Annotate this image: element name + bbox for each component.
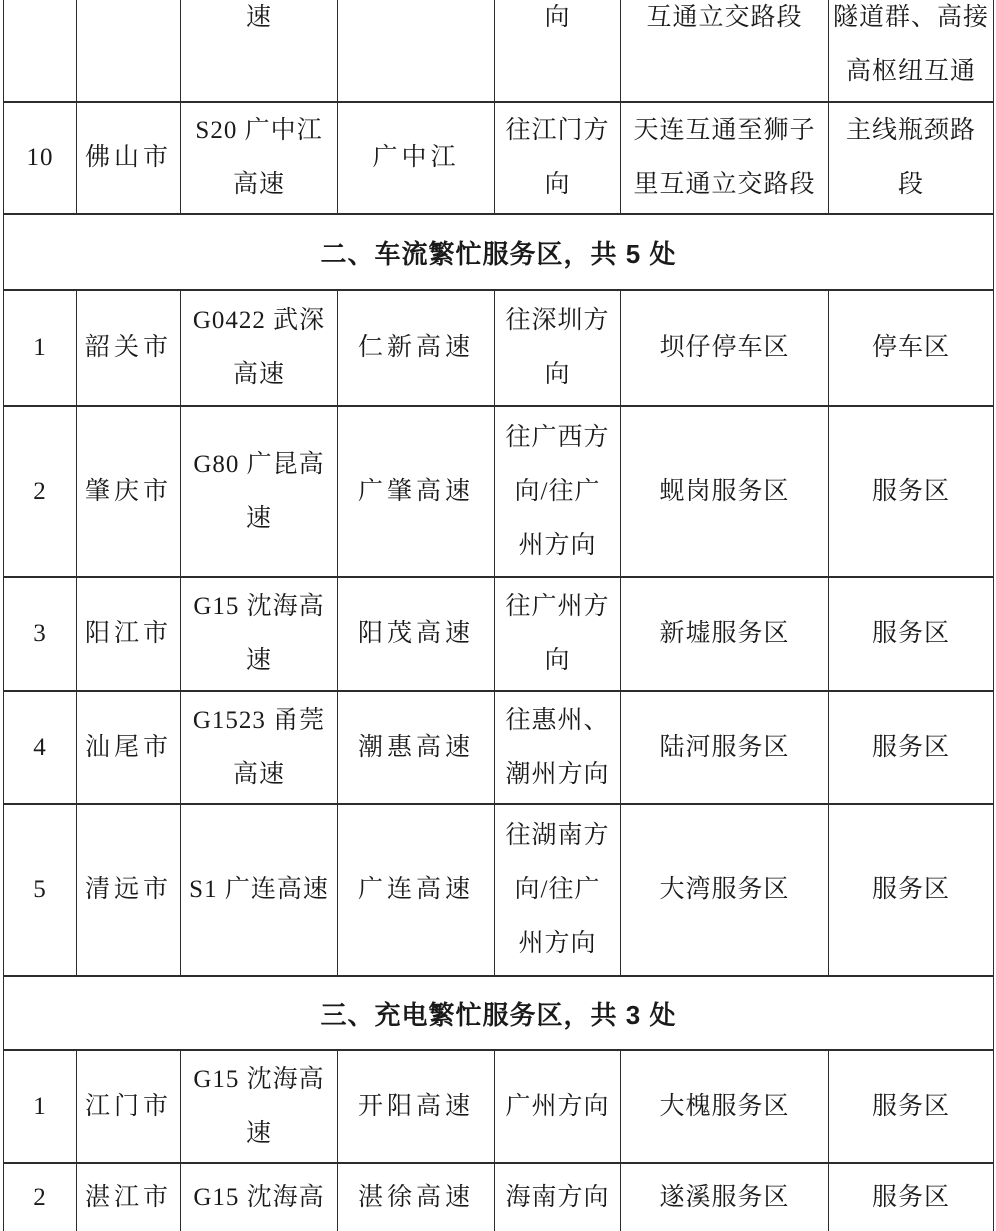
table-row [4, 1051, 994, 1164]
cell-highway-code [181, 103, 338, 213]
cell-text: G1523 甬莞 高速 [192, 706, 326, 788]
cell-area-type [829, 578, 994, 690]
cell-text: G15 沈海高 速 [193, 1065, 325, 1147]
cell-text: 互通立交路段 [646, 4, 803, 31]
cell-road-name [338, 291, 495, 405]
cell-location [621, 578, 829, 690]
cell-highway-code [181, 291, 338, 405]
cell-row-number [4, 0, 77, 101]
cell-direction [495, 0, 621, 101]
cell-text: 阳茂高速 [357, 620, 474, 647]
cell-road-name [338, 1051, 495, 1162]
cell-road-name [338, 407, 495, 576]
cell-row-number [4, 805, 77, 975]
cell-highway-code [181, 805, 338, 975]
cell-city [77, 1051, 181, 1162]
table-row [4, 103, 994, 215]
cell-city [77, 103, 181, 213]
cell-road-name [338, 805, 495, 975]
cell-text: 服务区 [871, 1092, 950, 1120]
cell-text: 佛山市 [84, 144, 172, 171]
cell-highway-code [181, 578, 338, 690]
cell-text: 蚬岗服务区 [659, 477, 790, 505]
cell-text: 汕尾市 [84, 733, 172, 761]
cell-text: 往湖南方 向/往广 州方向 [505, 822, 610, 957]
cell-highway-code [181, 1164, 338, 1231]
cell-text: 往广州方 向 [505, 593, 610, 674]
cell-text: 3 [33, 620, 47, 647]
cell-area-type [829, 1164, 994, 1231]
cell-row-number [4, 692, 77, 803]
cell-text: 2 [33, 1183, 47, 1211]
cell-text: 湛徐高速 [357, 1183, 474, 1211]
cell-text: 服务区 [871, 477, 950, 505]
cell-area-type [829, 1051, 994, 1162]
cell-highway-code [181, 0, 338, 101]
cell-text: 往惠州、 潮州方向 [505, 706, 610, 788]
cell-road-name [338, 0, 495, 101]
cell-row-number [4, 1164, 77, 1231]
cell-text: 遂溪服务区 [659, 1183, 790, 1211]
cell-text: 陆河服务区 [659, 733, 790, 761]
cell-area-type [829, 103, 994, 213]
cell-direction [495, 805, 621, 975]
cell-row-number [4, 407, 77, 576]
cell-row-number [4, 1051, 77, 1162]
cell-text: 1 [33, 334, 47, 361]
cell-text: 往广西方 向/往广 州方向 [505, 423, 610, 559]
cell-text: 服务区 [871, 620, 950, 647]
cell-city [77, 692, 181, 803]
cell-direction [495, 103, 621, 213]
table-row [4, 0, 994, 103]
cell-text: 天连互通至狮子 里互通立交路段 [633, 117, 816, 198]
cell-text: 清远市 [84, 876, 172, 903]
cell-text: 服务区 [871, 876, 950, 903]
cell-area-type [829, 692, 994, 803]
cell-text: 5 [33, 876, 47, 903]
cell-text: 江门市 [84, 1092, 172, 1120]
cell-direction [495, 291, 621, 405]
cell-text: 广州方向 [505, 1092, 610, 1120]
cell-text: 停车区 [871, 334, 950, 361]
cell-highway-code [181, 1051, 338, 1162]
cell-highway-code [181, 407, 338, 576]
cell-city [77, 578, 181, 690]
cell-text: 向 [544, 4, 571, 31]
cell-text: 广中江 [372, 144, 460, 171]
cell-text: S20 广中江 高速 [195, 117, 323, 198]
cell-location [621, 1164, 829, 1231]
section-band [4, 977, 994, 1051]
cell-text: 海南方向 [505, 1183, 610, 1211]
table-row [4, 407, 994, 578]
cell-row-number [4, 103, 77, 213]
cell-text: 新墟服务区 [659, 620, 790, 647]
cell-highway-code [181, 692, 338, 803]
table-row [4, 291, 994, 407]
service-area-table [3, 0, 994, 1231]
cell-location [621, 805, 829, 975]
cell-text: 阳江市 [84, 620, 172, 647]
cell-city [77, 1164, 181, 1231]
cell-road-name [338, 103, 495, 213]
cell-text: 潮惠高速 [357, 733, 474, 761]
cell-text: G15 沈海高 [193, 1183, 325, 1211]
cell-text: 10 [26, 144, 54, 171]
cell-text: 开阳高速 [357, 1092, 474, 1120]
cell-location [621, 407, 829, 576]
cell-road-name [338, 1164, 495, 1231]
cell-city [77, 407, 181, 576]
cell-direction [495, 407, 621, 576]
cell-location [621, 291, 829, 405]
cell-location [621, 1051, 829, 1162]
table-row [4, 692, 994, 805]
cell-text: 肇庆市 [84, 477, 172, 505]
cell-text: 服务区 [871, 733, 950, 761]
cell-direction [495, 578, 621, 690]
cell-direction [495, 1164, 621, 1231]
cell-direction [495, 1051, 621, 1162]
cell-location [621, 692, 829, 803]
table-row [4, 1164, 994, 1231]
cell-text: G15 沈海高 速 [193, 593, 325, 674]
cell-text: 隧道群、高接 高枢纽互通 [832, 4, 989, 85]
cell-text: 广连高速 [357, 876, 474, 903]
cell-text: 韶关市 [84, 334, 172, 361]
cell-text: 主线瓶颈路 段 [845, 117, 976, 198]
cell-row-number [4, 291, 77, 405]
cell-road-name [338, 692, 495, 803]
cell-text: 仁新高速 [357, 334, 474, 361]
cell-city [77, 291, 181, 405]
cell-text: 大湾服务区 [659, 876, 790, 903]
cell-text: 往江门方 向 [505, 117, 610, 198]
cell-text: G80 广昆高 速 [193, 450, 325, 532]
cell-text: G0422 武深 高速 [192, 307, 326, 388]
cell-text: 4 [33, 733, 47, 761]
cell-area-type [829, 291, 994, 405]
cell-text: 2 [33, 477, 47, 505]
cell-text: 服务区 [871, 1183, 950, 1211]
table-row [4, 805, 994, 977]
cell-text: 湛江市 [84, 1183, 172, 1211]
cell-text: 大槐服务区 [659, 1092, 790, 1120]
section-band [4, 215, 994, 291]
cell-text: 往深圳方 向 [505, 307, 610, 388]
cell-road-name [338, 578, 495, 690]
cell-area-type [829, 805, 994, 975]
cell-text: 广肇高速 [357, 477, 474, 505]
section-header: 三、充电繁忙服务区，共 3 处 [4, 977, 994, 1049]
cell-row-number [4, 578, 77, 690]
section-header: 二、车流繁忙服务区，共 5 处 [4, 215, 994, 289]
cell-text: 坝仔停车区 [659, 334, 790, 361]
cell-area-type [829, 0, 994, 101]
cell-area-type [829, 407, 994, 576]
cell-direction [495, 692, 621, 803]
cell-location [621, 103, 829, 213]
cell-text: 1 [33, 1092, 47, 1120]
cell-text: 速 [245, 4, 272, 31]
cell-city [77, 805, 181, 975]
cell-text: S1 广连高速 [189, 876, 329, 903]
table-row [4, 578, 994, 692]
cell-location [621, 0, 829, 101]
cell-city [77, 0, 181, 101]
